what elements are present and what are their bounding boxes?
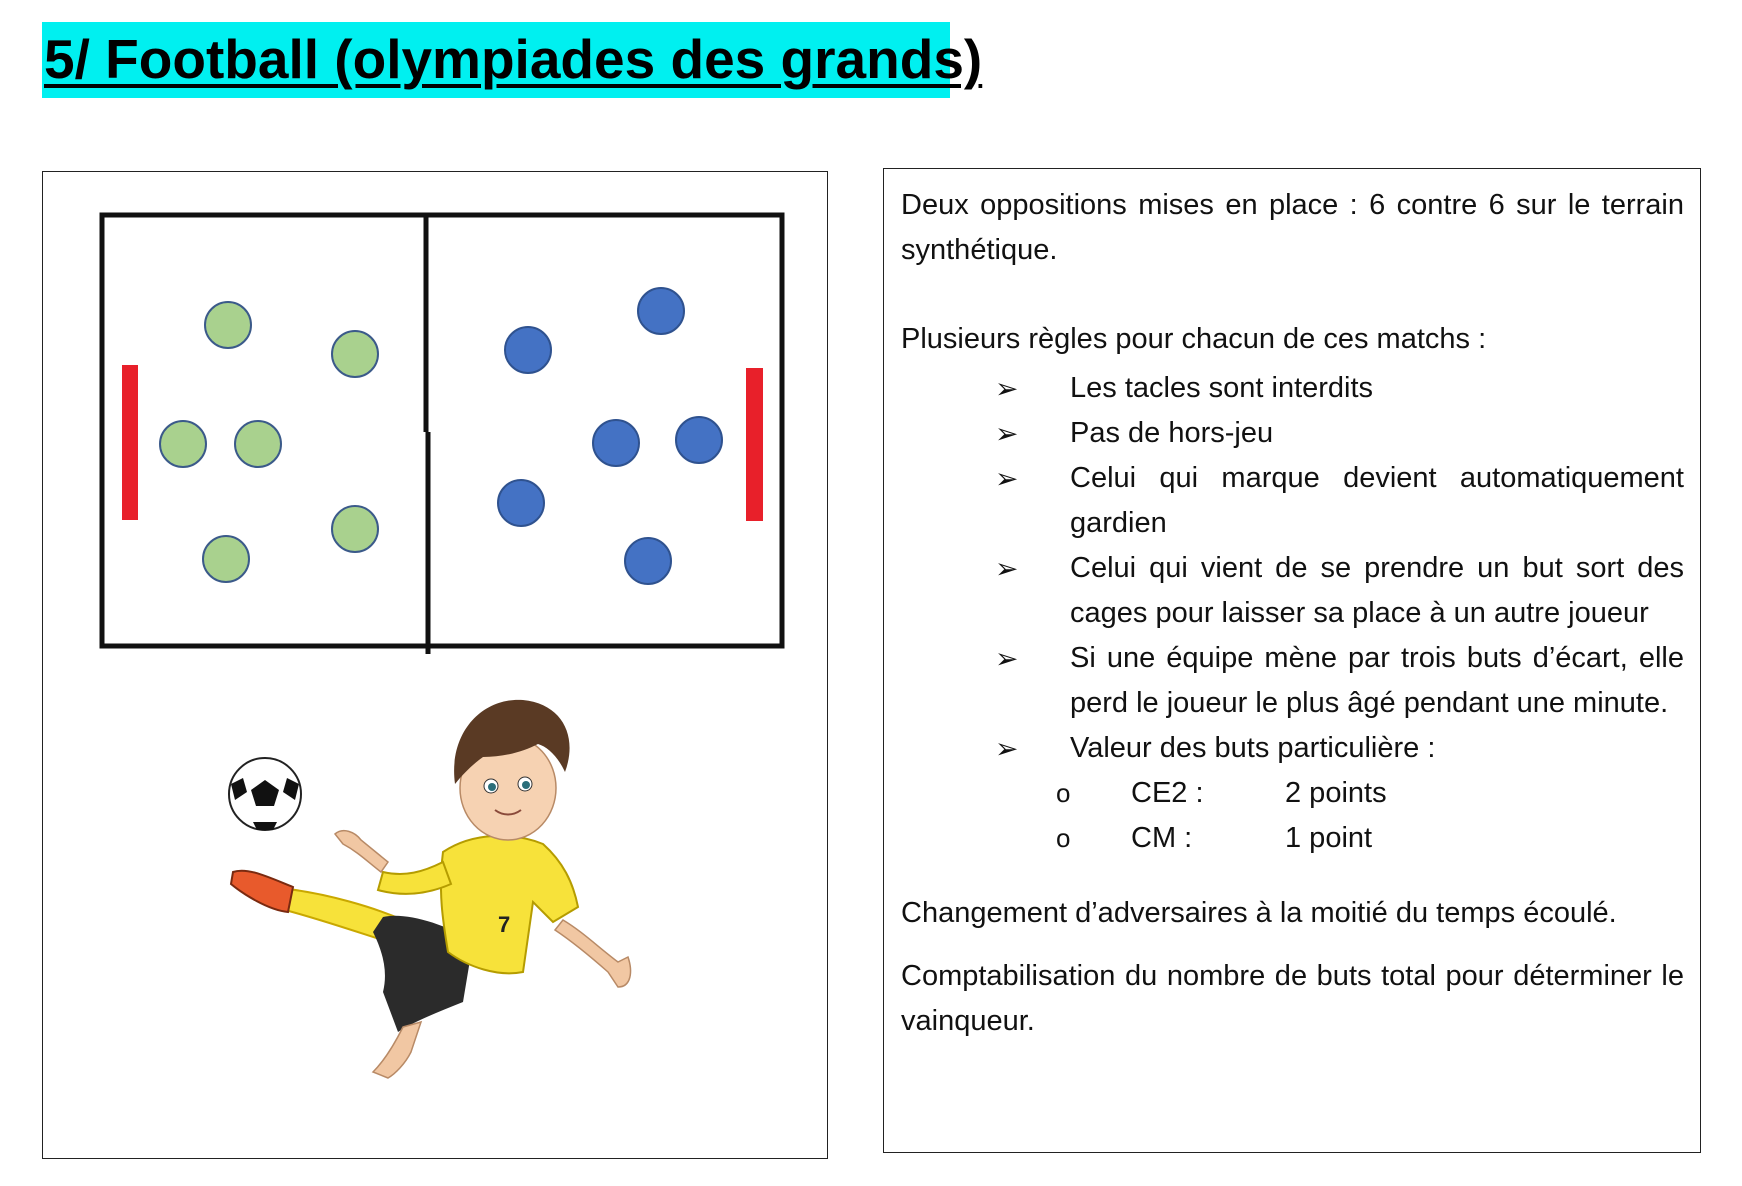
list-item: ➢ Celui qui vient de se prendre un but sort des cages pour laisser sa place à un autre joueur bbox=[901, 546, 1684, 636]
blue-player bbox=[638, 288, 684, 334]
blue-team bbox=[498, 288, 722, 584]
list-item: ➢ Les tacles sont interdits bbox=[901, 366, 1684, 411]
circle-bullet-icon: o bbox=[1056, 823, 1071, 853]
list-item bbox=[901, 771, 1684, 816]
left-goal bbox=[122, 365, 138, 520]
circle-bullet-icon: o bbox=[1056, 778, 1071, 808]
green-player bbox=[332, 331, 378, 377]
illustration-panel bbox=[42, 171, 828, 1159]
arrow-bullet-icon: ➢ bbox=[995, 373, 1019, 404]
football-player-illustration bbox=[229, 700, 631, 1078]
arrow-bullet-icon: ➢ bbox=[995, 463, 1019, 494]
count-goals-text: Comptabilisation du nombre de buts total pour déterminer le vainqueur. bbox=[901, 960, 1684, 1037]
blue-player bbox=[676, 417, 722, 463]
rules-list bbox=[901, 366, 1684, 771]
points-value: 2 points bbox=[1285, 777, 1387, 809]
intro-text: Deux oppositions mises en place : 6 contre 6 sur le terrain synthétique. bbox=[901, 189, 1684, 266]
field-diagram bbox=[43, 172, 829, 1160]
level-label: CE2 : bbox=[1131, 777, 1204, 809]
green-player bbox=[205, 302, 251, 348]
arrow-bullet-icon: ➢ bbox=[995, 553, 1019, 584]
blue-player bbox=[505, 327, 551, 373]
green-team bbox=[160, 302, 378, 582]
svg-text:7: 7 bbox=[498, 912, 511, 937]
goal-values-list bbox=[901, 771, 1684, 861]
rules-heading: Plusieurs règles pour chacun de ces matchs : bbox=[901, 323, 1487, 355]
list-item: ➢ Pas de hors-jeu bbox=[901, 411, 1684, 456]
page-title: 5/ Football (olympiades des grands) bbox=[42, 22, 950, 98]
points-value: 1 point bbox=[1285, 822, 1373, 854]
blue-player bbox=[625, 538, 671, 584]
change-opponents-text: Changement d’adversaires à la moitié du temps écoulé. bbox=[901, 897, 1617, 929]
green-player bbox=[332, 506, 378, 552]
blue-player bbox=[593, 420, 639, 466]
list-item: ➢ Si une équipe mène par trois buts d’écart, elle perd le joueur le plus âgé pendant une minute. bbox=[901, 636, 1684, 726]
green-player bbox=[235, 421, 281, 467]
blue-player bbox=[498, 480, 544, 526]
list-item: ➢ Valeur des buts particulière : bbox=[901, 726, 1684, 771]
level-label: CM : bbox=[1131, 822, 1193, 854]
arrow-bullet-icon: ➢ bbox=[995, 733, 1019, 764]
list-item bbox=[901, 816, 1684, 861]
list-item: ➢ Celui qui marque devient automatiquement gardien bbox=[901, 456, 1684, 546]
arrow-bullet-icon: ➢ bbox=[995, 643, 1019, 674]
right-goal bbox=[746, 368, 763, 521]
green-player bbox=[203, 536, 249, 582]
rules-panel bbox=[883, 168, 1701, 1153]
arrow-bullet-icon: ➢ bbox=[995, 418, 1019, 449]
green-player bbox=[160, 421, 206, 467]
